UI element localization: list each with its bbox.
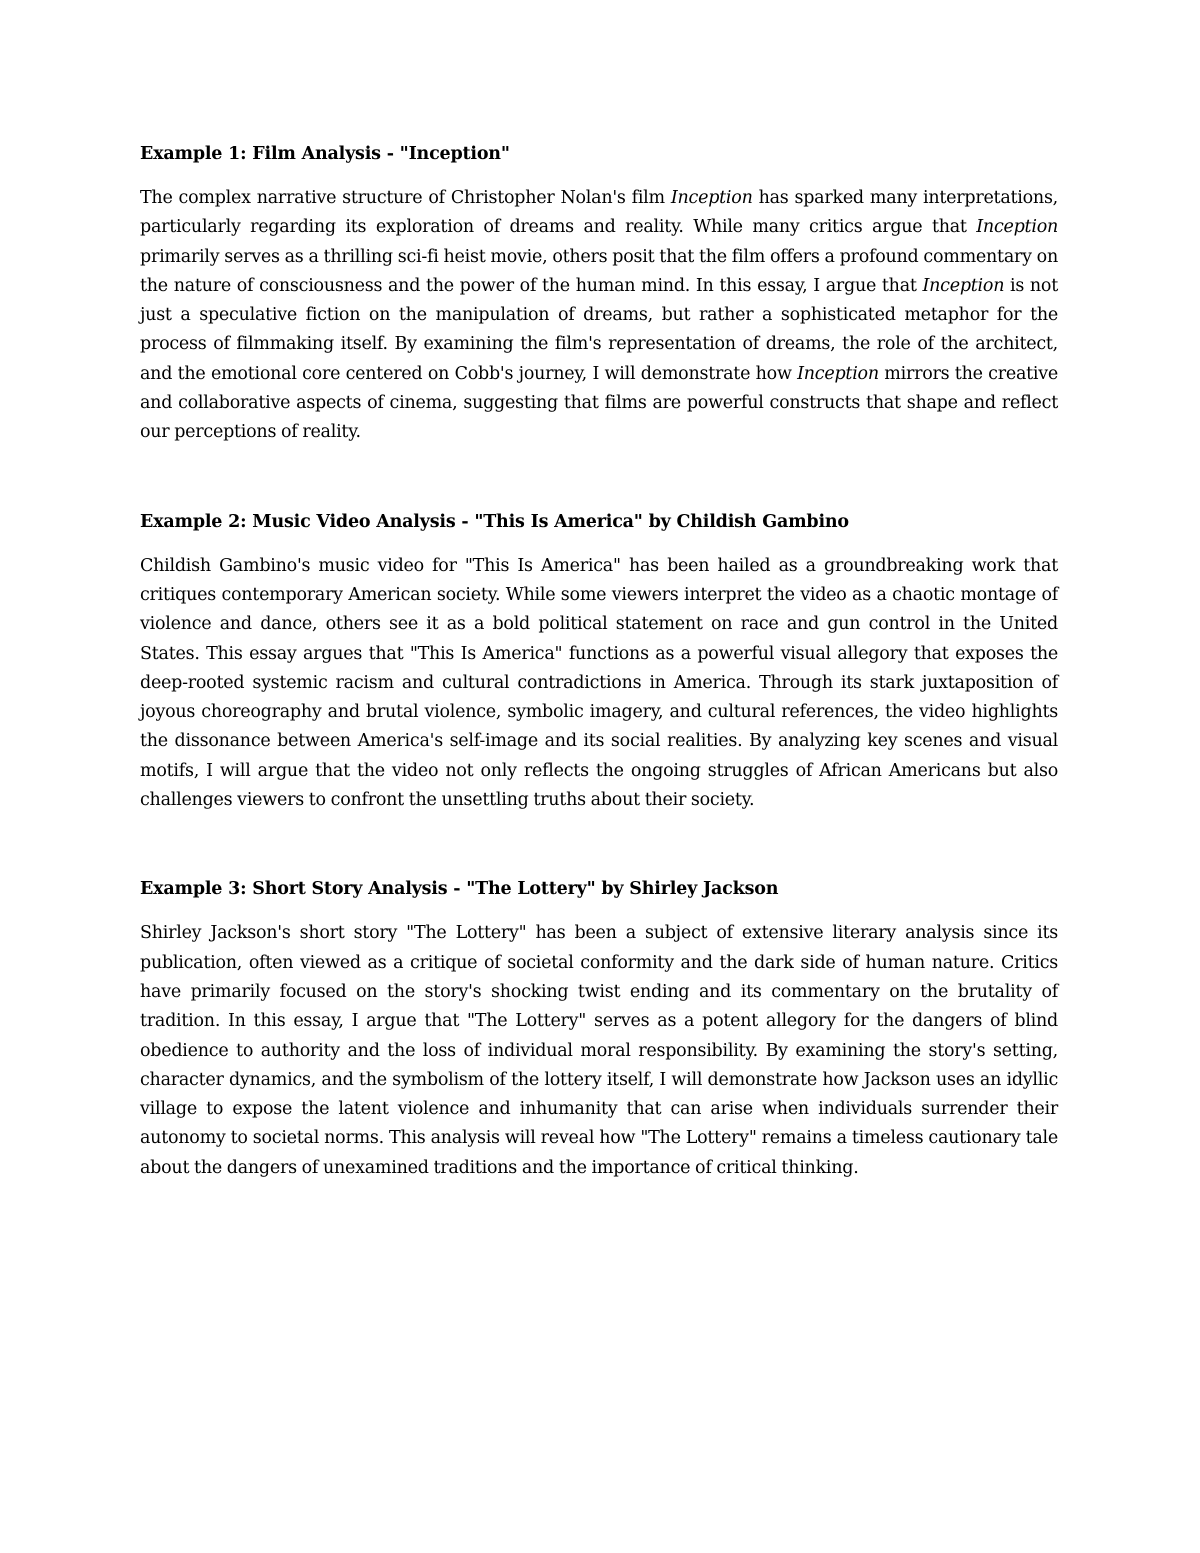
film-title-italic: Inception <box>922 275 1005 296</box>
section-paragraph <box>140 184 1058 448</box>
paragraph-text: primarily serves as a thrilling sci-fi heist movie, others posit that the film offers a profound commentary on the nature of consciousness and the power of the human mind. In this essay, I argue that <box>140 246 1058 296</box>
section-music-video-analysis <box>140 508 1058 816</box>
section-heading: Example 3: Short Story Analysis - "The Lottery" by Shirley Jackson <box>140 879 779 900</box>
paragraph-text: is not just a speculative fiction on the manipulation of dreams, but rather a sophisticated metaphor for the process of filmmaking itself. By examining the film's representation of dreams, the role of the architect, and the emotional core centered on Cobb's journey, I will demonstrate how <box>140 275 1058 384</box>
paragraph-text: mirrors the creative and collaborative aspects of cinema, suggesting that films are powerful constructs that shape and reflect our perceptions of reality. <box>140 363 1058 443</box>
document-page <box>140 140 1058 1183</box>
section-short-story-analysis <box>140 875 1058 1183</box>
paragraph-text: has sparked many interpretations, particularly regarding its exploration of dreams and reality. While many critics argue that <box>140 188 1058 238</box>
section-heading: Example 1: Film Analysis - "Inception" <box>140 144 510 164</box>
paragraph-text: The complex narrative structure of Christopher Nolan's film <box>140 188 671 208</box>
section-paragraph: Childish Gambino's music video for "This Is America" has been hailed as a groundbreaking work that critiques contemporary American society. While some viewers interpret the video as a chaotic montage of violence and dance, others see it as a bold political statement on race and gun control in the United States. This essay argues that "This Is America" functions as a powerful visual allegory that exposes the deep-rooted systemic racism and cultural contradictions in America. Through its stark juxtaposition of joyous choreography and brutal violence, symbolic imagery, and cultural references, the video highlights the dissonance between America's self-image and its social realities. By analyzing key scenes and visual motifs, I will argue that the video not only reflects the ongoing struggles of African Americans but also challenges viewers to confront the unsettling truths about their society. <box>140 555 1058 811</box>
section-paragraph: Shirley Jackson's short story "The Lottery" has been a subject of extensive literary analysis since its publication, often viewed as a critique of societal conformity and the dark side of human nature. Critics have primarily focused on the story's shocking twist ending and its commentary on the brutality of tradition. In this essay, I argue that "The Lottery" serves as a potent allegory for the dangers of blind obedience to authority and the loss of individual moral responsibility. By examining the story's setting, character dynamics, and the symbolism of the lottery itself, I will demonstrate how Jackson uses an idyllic village to expose the latent violence and inhumanity that can arise when individuals surrender their autonomy to societal norms. This analysis will reveal how "The Lottery" remains a timeless cautionary tale about the dangers of unexamined traditions and the importance of critical thinking. <box>140 923 1058 1178</box>
film-title-italic: Inception <box>976 217 1058 238</box>
section-heading: Example 2: Music Video Analysis - "This Is America" by Childish Gambino <box>140 511 849 532</box>
film-title-italic: Inception <box>670 188 753 208</box>
section-film-analysis <box>140 140 1058 448</box>
film-title-italic: Inception <box>797 363 879 384</box>
